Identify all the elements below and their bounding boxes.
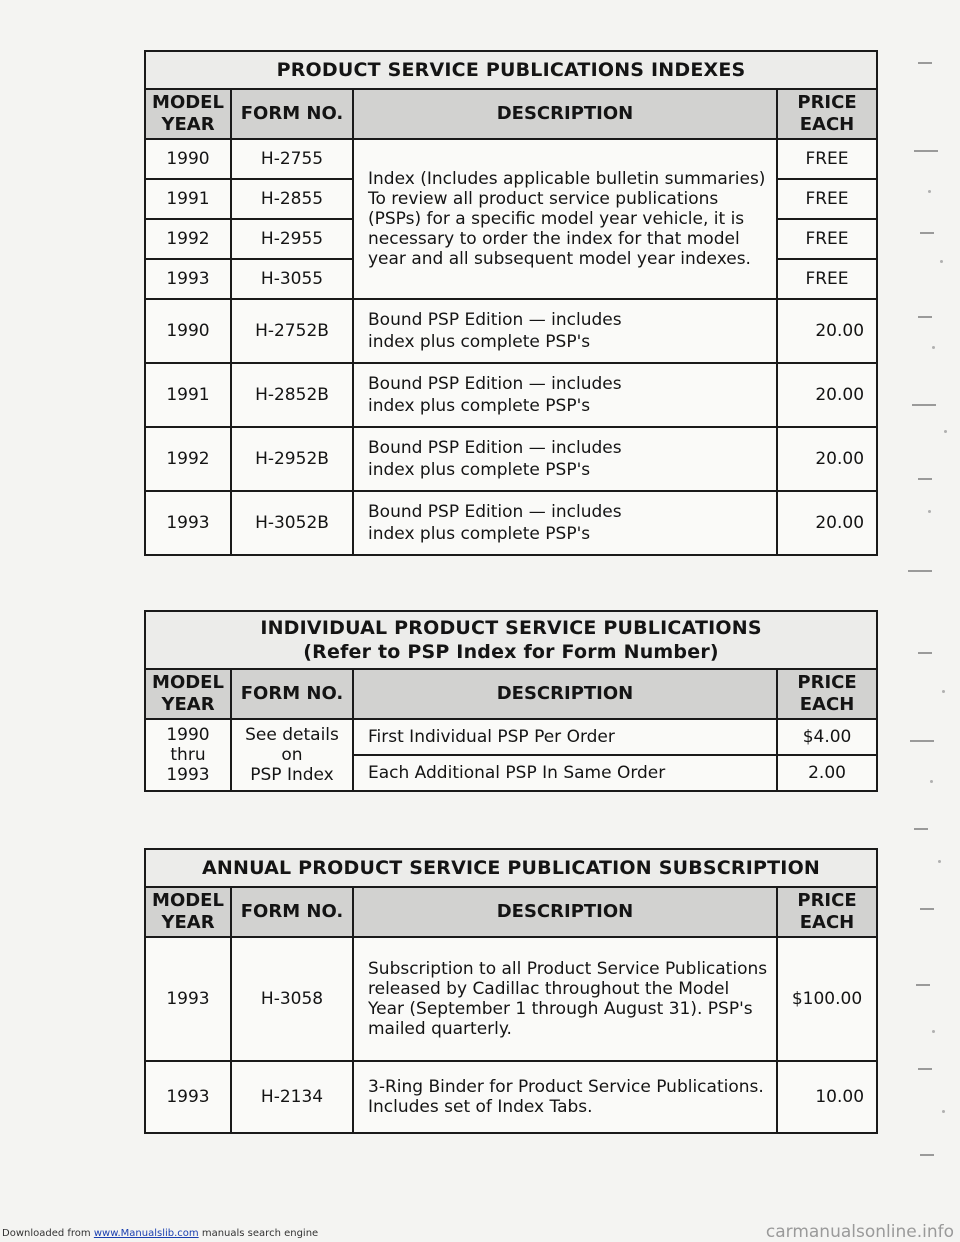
description-cell: First Individual PSP Per Order [353,719,777,755]
price-header: PRICE EACH [777,669,877,719]
description-cell: Bound PSP Edition — includes index plus complete PSP's [353,427,777,491]
form-no-cell: H-2852B [231,363,353,427]
price-cell: 20.00 [777,491,877,555]
model-year-cell: 1993 [145,937,231,1061]
table-row [145,299,877,363]
description-cell: Bound PSP Edition — includes index plus complete PSP's [353,491,777,555]
form-no-cell: H-2855 [231,179,353,219]
margin-marks [898,40,948,1160]
price-cell: 20.00 [777,427,877,491]
form-no-header: FORM NO. [231,669,353,719]
model-year-cell: 1990 thru 1993 [145,719,231,791]
price-cell: 20.00 [777,363,877,427]
table-row [145,937,877,1061]
table-row [145,1061,877,1133]
form-no-cell: H-2955 [231,219,353,259]
price-cell: FREE [777,219,877,259]
price-cell: FREE [777,259,877,299]
table-row [145,363,877,427]
model-year-cell: 1992 [145,219,231,259]
description-header: DESCRIPTION [353,89,777,139]
price-cell: 10.00 [777,1061,877,1133]
price-cell: $4.00 [777,719,877,755]
model-year-cell: 1990 [145,299,231,363]
price-cell: FREE [777,179,877,219]
model-year-cell: 1991 [145,363,231,427]
description-cell: 3-Ring Binder for Product Service Publications. Includes set of Index Tabs. [353,1061,777,1133]
description-cell: Bound PSP Edition — includes index plus complete PSP's [353,363,777,427]
watermark: carmanualsonline.info [765,1222,954,1242]
form-no-cell: H-2952B [231,427,353,491]
model-year-cell: 1993 [145,1061,231,1133]
form-no-cell: H-2752B [231,299,353,363]
price-cell: $100.00 [777,937,877,1061]
description-header: DESCRIPTION [353,669,777,719]
price-cell: FREE [777,139,877,179]
model-year-header: MODEL YEAR [145,89,231,139]
description-cell: Subscription to all Product Service Publications released by Cadillac throughout the Model Year (September 1 through August 31). PSP's mailed quarterly. [353,937,777,1061]
model-year-cell: 1992 [145,427,231,491]
form-no-header: FORM NO. [231,89,353,139]
model-year-header: MODEL YEAR [145,887,231,937]
indexes-table [144,50,878,556]
form-no-cell: See details on PSP Index [231,719,353,791]
table-row [145,491,877,555]
form-no-cell: H-2755 [231,139,353,179]
price-header: PRICE EACH [777,89,877,139]
form-no-cell: H-3055 [231,259,353,299]
price-header: PRICE EACH [777,887,877,937]
table-row [145,427,877,491]
description-cell: Each Additional PSP In Same Order [353,755,777,791]
form-no-cell: H-3058 [231,937,353,1061]
manualslib-link[interactable]: www.Manualslib.com [93,1228,199,1239]
model-year-cell: 1991 [145,179,231,219]
price-cell: 2.00 [777,755,877,791]
form-no-cell: H-3052B [231,491,353,555]
subscription-title: ANNUAL PRODUCT SERVICE PUBLICATION SUBSCRIPTION [145,849,877,887]
download-footer: Downloaded from www.Manualslib.com manuals search engine [2,1228,319,1239]
indexes-title: PRODUCT SERVICE PUBLICATIONS INDEXES [145,51,877,89]
description-cell: Bound PSP Edition — includes index plus complete PSP's [353,299,777,363]
individual-title: INDIVIDUAL PRODUCT SERVICE PUBLICATIONS (Refer to PSP Index for Form Number) [145,611,877,669]
free-index-description: Index (Includes applicable bulletin summaries) To review all product service publications (PSPs) for a specific model year vehicle, it is necessary to order the index for that model year and all subsequent model year indexes. [353,139,777,299]
model-year-cell: 1990 [145,139,231,179]
form-no-header: FORM NO. [231,887,353,937]
table-row [145,719,877,755]
form-no-cell: H-2134 [231,1061,353,1133]
price-cell: 20.00 [777,299,877,363]
description-header: DESCRIPTION [353,887,777,937]
model-year-header: MODEL YEAR [145,669,231,719]
model-year-cell: 1993 [145,491,231,555]
model-year-cell: 1993 [145,259,231,299]
individual-table [144,610,878,792]
subscription-table [144,848,878,1134]
